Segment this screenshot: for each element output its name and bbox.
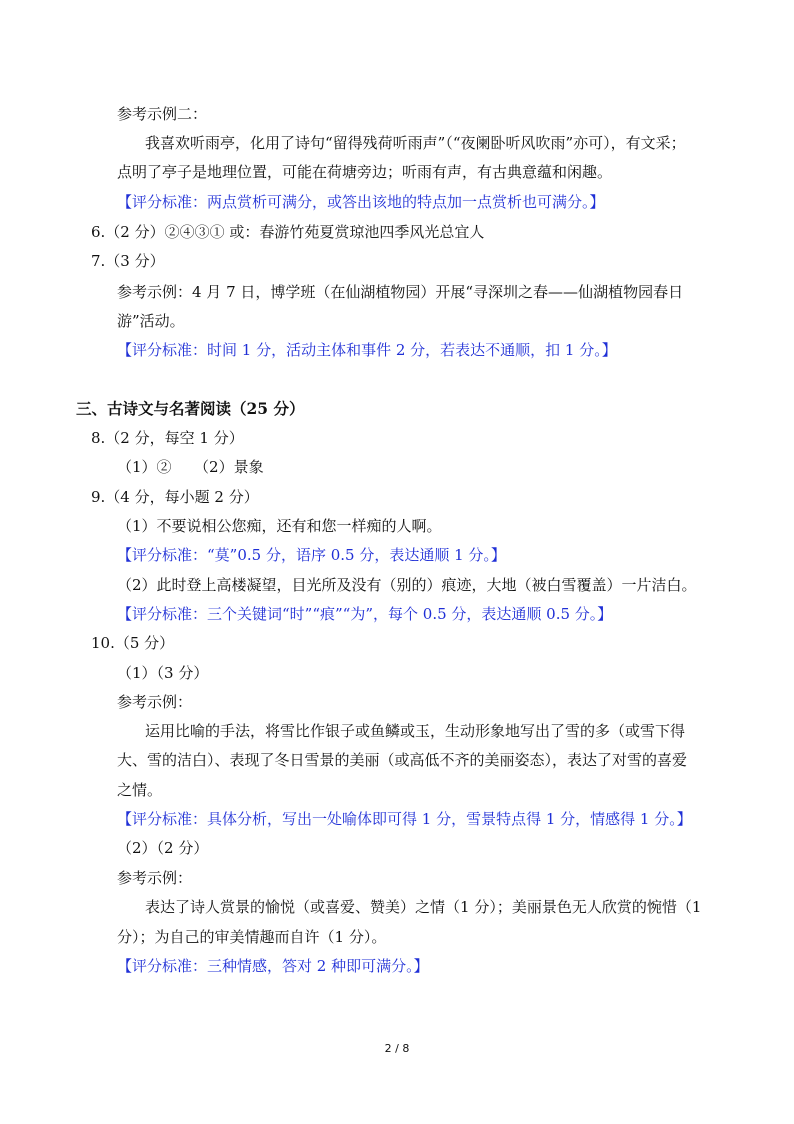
question-9-answer-1: （1）不要说相公您痴，还有和您一样痴的人啊。 [117,517,442,535]
question-8-answer: （1）② （2）景象 [117,458,264,476]
section-heading: 三、古诗文与名著阅读（25 分） [76,399,305,418]
question-10-part-1: （1）（3 分） [117,664,209,682]
question-7: 7.（3 分） [91,252,165,270]
scoring-standard: 【评分标准：“莫”0.5 分，语序 0.5 分，表达通顺 1 分。】 [117,546,506,564]
question-10-part-1-example: 之情。 [117,781,163,799]
scoring-standard: 【评分标准：时间 1 分，活动主体和事件 2 分，若表达不通顺，扣 1 分。】 [117,341,617,359]
question-10-part-1-example: 大、雪的洁白）、表现了冬日雪景的美丽（或高低不齐的美丽姿态），表达了对雪的喜爱 [117,751,688,769]
question-8: 8.（2 分，每空 1 分） [91,429,244,447]
example-label: 参考示例： [117,869,193,887]
question-10: 10.（5 分） [91,634,175,652]
scoring-standard: 【评分标准：具体分析，写出一处喻体即可得 1 分，雪景特点得 1 分，情感得 1 分。】 [117,810,692,828]
question-9: 9.（4 分，每小题 2 分） [91,488,259,506]
question-10-part-1-example: 运用比喻的手法，将雪比作银子或鱼鳞或玉，生动形象地写出了雪的多（或雪下得 [145,722,686,740]
question-9-answer-2: （2）此时登上高楼凝望，目光所及没有（别的）痕迹，大地（被白雪覆盖）一片洁白。 [117,576,697,594]
question-10-part-2-example: 分）；为自己的审美情趣而自许（1 分）。 [117,928,387,946]
example-two-text: 我喜欢听雨亭，化用了诗句“留得残荷听雨声”（“夜阑卧听风吹雨”亦可），有文采； [145,134,686,152]
question-10-part-2: （2）（2 分） [117,839,209,857]
example-two-label: 参考示例二： [117,105,208,123]
scoring-standard: 【评分标准：三个关键词“时”“痕”“为”，每个 0.5 分，表达通顺 0.5 分。】 [117,605,613,623]
question-7-example: 游”活动。 [117,312,185,330]
question-7-example: 参考示例：4 月 7 日，博学班（在仙湖植物园）开展“寻深圳之春——仙湖植物园春日 [117,283,684,301]
question-10-part-2-example: 表达了诗人赏景的愉悦（或喜爱、赞美）之情（1 分）；美丽景色无人欣赏的惋惜（1 [145,898,702,916]
question-6: 6.（2 分）②④③① 或：春游竹苑夏赏琼池四季风光总宜人 [91,223,485,241]
scoring-standard: 【评分标准：两点赏析可满分，或答出该地的特点加一点赏析也可满分。】 [117,193,605,211]
example-two-text: 点明了亭子是地理位置，可能在荷塘旁边；听雨有声，有古典意蕴和闲趣。 [117,163,613,181]
example-label: 参考示例： [117,693,193,711]
scoring-standard: 【评分标准：三种情感，答对 2 种即可满分。】 [117,957,429,975]
page-number: 2 / 8 [384,1042,410,1055]
